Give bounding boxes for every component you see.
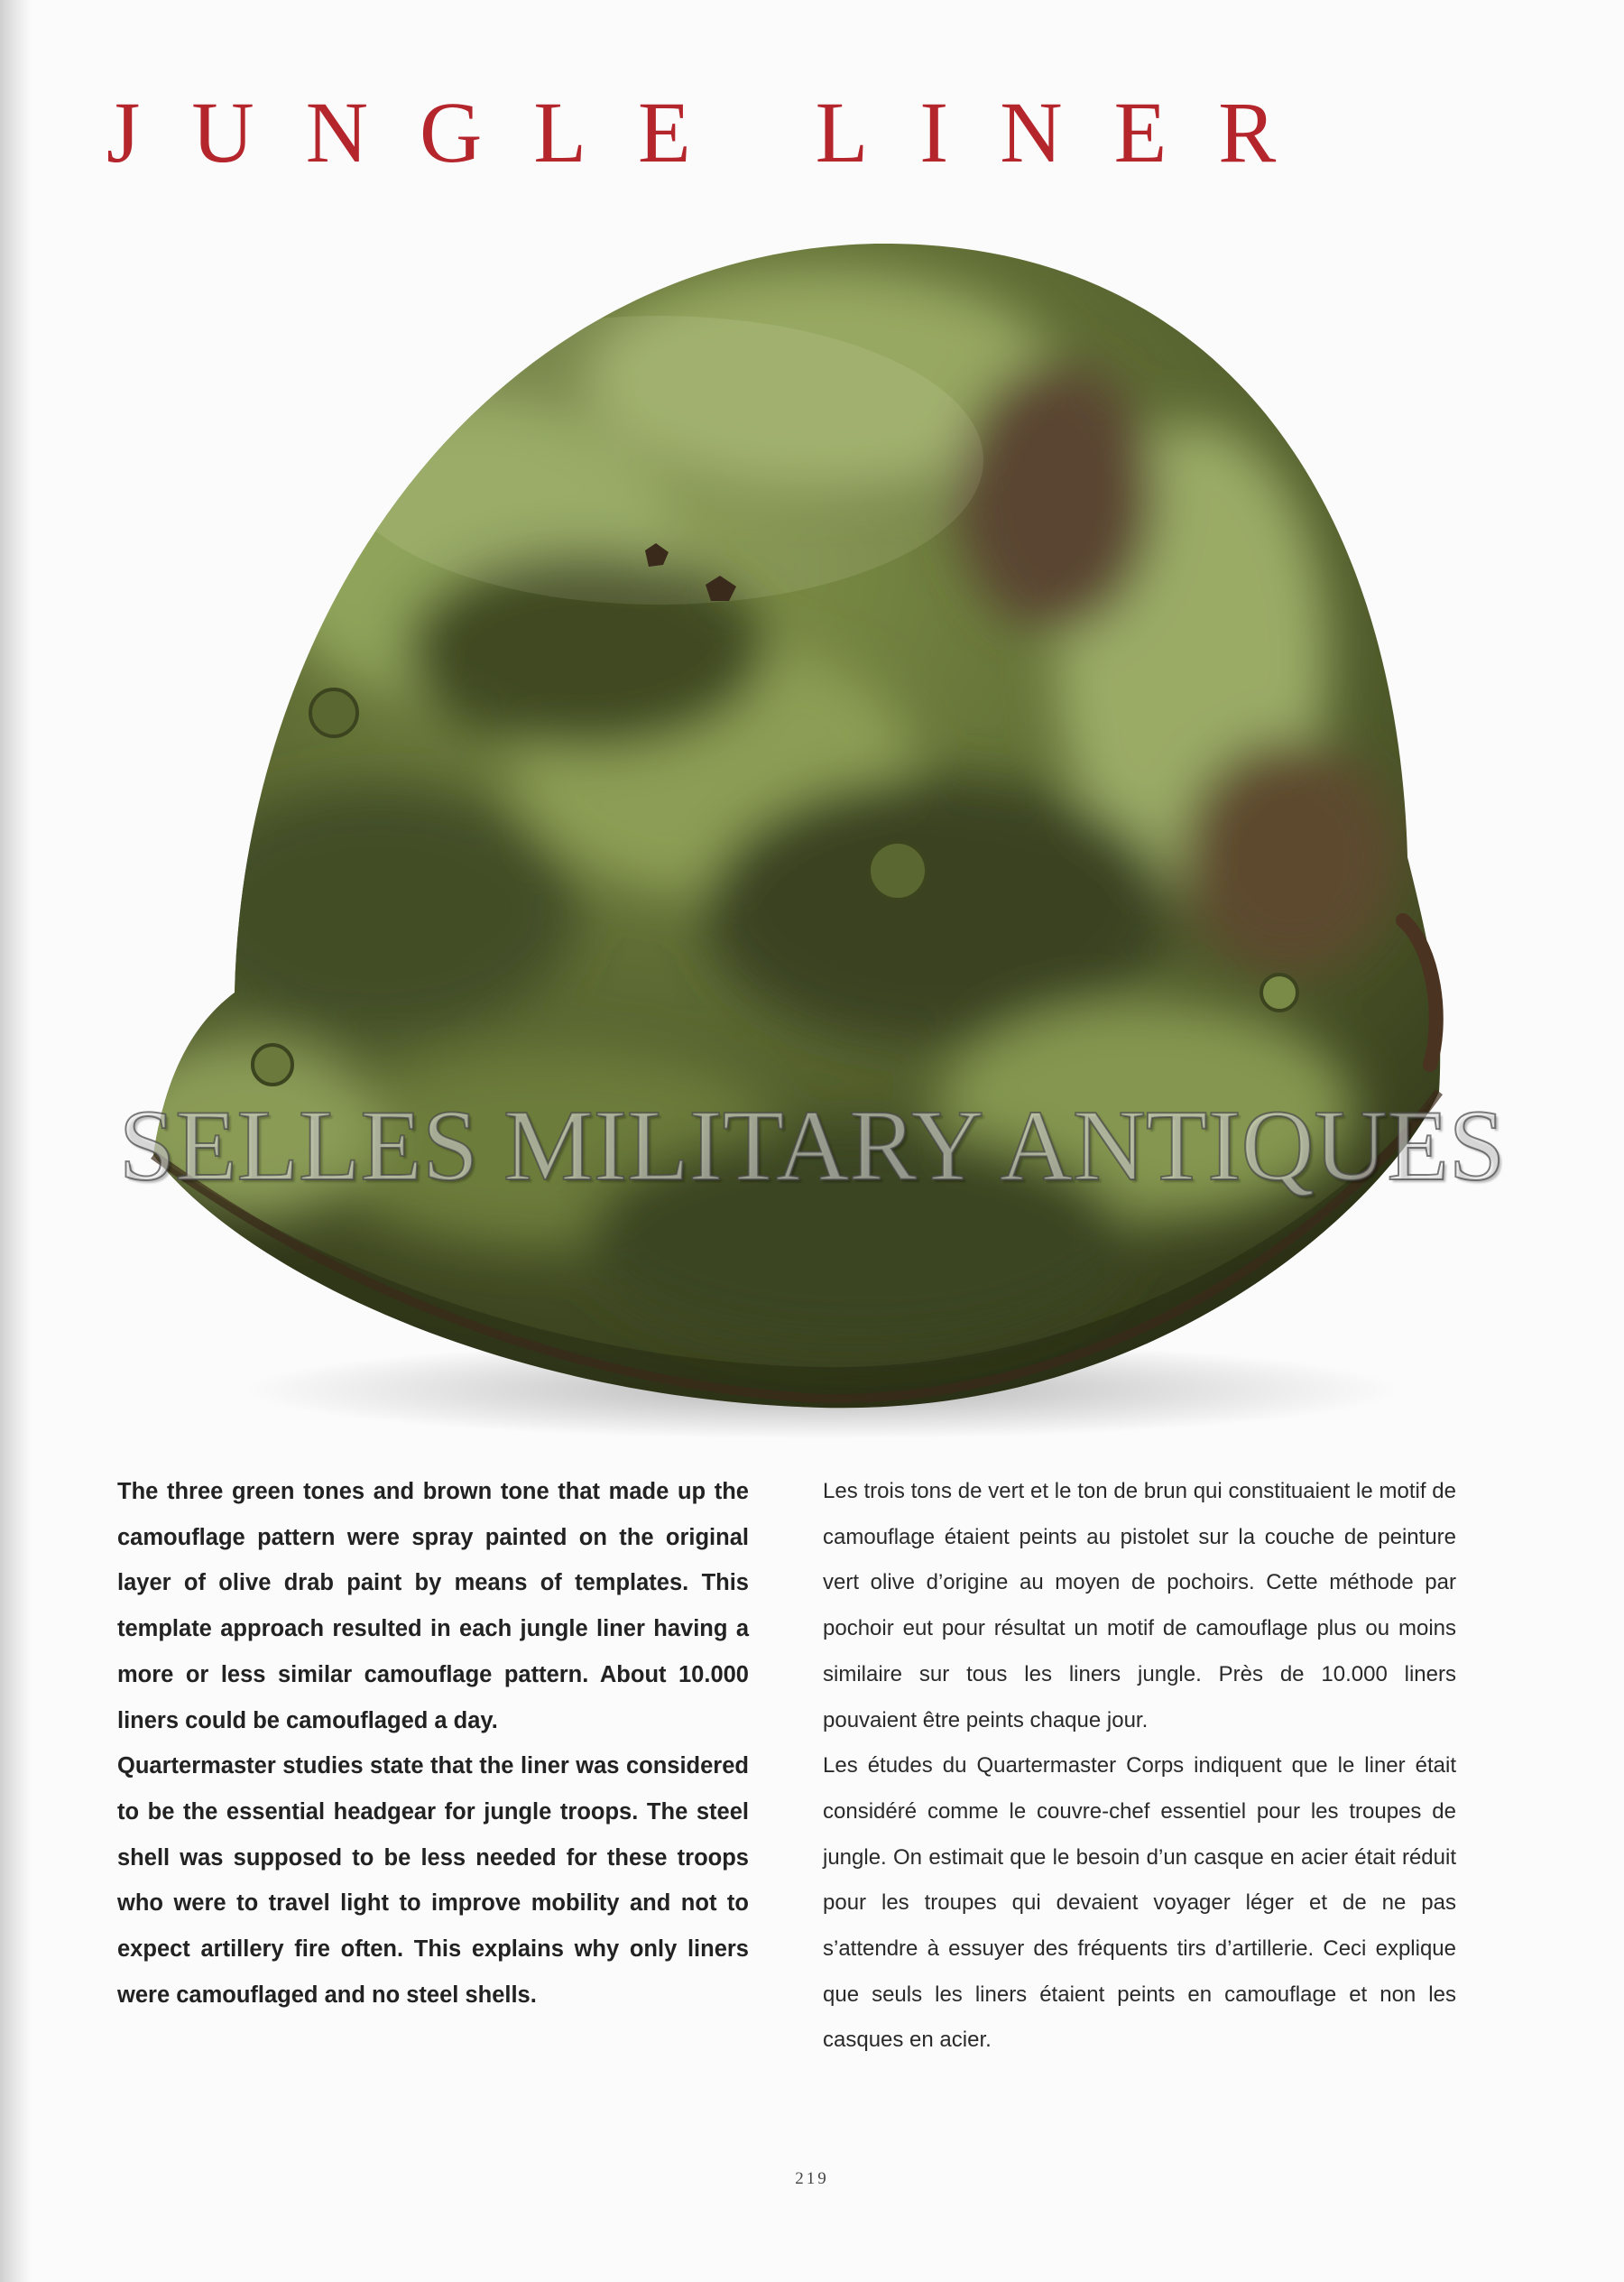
- helmet-liner-photo: [81, 226, 1543, 1453]
- english-text-column: [117, 1469, 749, 2018]
- english-paragraph-2: Quartermaster studies state that the liner was considered to be the essential headgear for jungle troops. The steel shell was supposed to be less needed for these troops who were to travel light to improve mobility and not to expect artillery fire often. This explains why only liners were camouflaged and no steel shells.: [117, 1753, 749, 2008]
- english-paragraph-1: The three green tones and brown tone that made up the camouflage pattern were spray painted on the original layer of olive drab paint by means of templates. This template approach resulted in each jungle liner having a more or less similar camouflage pattern. About 10.000 liners could be camouflaged a day.: [117, 1479, 749, 1733]
- french-paragraph-2: Les études du Quartermaster Corps indiquent que le liner était considéré comme le couvre-chef essentiel pour les troupes de jungle. On estimait que le besoin d’un casque en acier était réduit pour les troupes qui devaient voyager léger et de ne pas s’attendre à essuyer des fréquents tirs d’artillerie. Ceci explique que seuls les liners étaient peints en camouflage et non les casques en acier.: [823, 1753, 1456, 2053]
- book-gutter-shadow: [0, 0, 31, 2282]
- page-title: JUNGLE LINER: [106, 84, 1328, 180]
- page-number: 219: [795, 2169, 829, 2188]
- french-paragraph-1: Les trois tons de vert et le ton de brun qui constituaient le motif de camouflage étaient peints au pistolet sur la couche de peinture vert olive d’origine au moyen de pochoirs. Cette méthode par pochoir eut pour résultat un motif de camouflage plus ou moins similaire sur tous les liners jungle. Près de 10.000 liners pouvaient être peints chaque jour.: [823, 1479, 1456, 1732]
- watermark: SELLES MILITARY ANTIQUES: [118, 1089, 1506, 1202]
- french-text-column: [823, 1469, 1456, 2064]
